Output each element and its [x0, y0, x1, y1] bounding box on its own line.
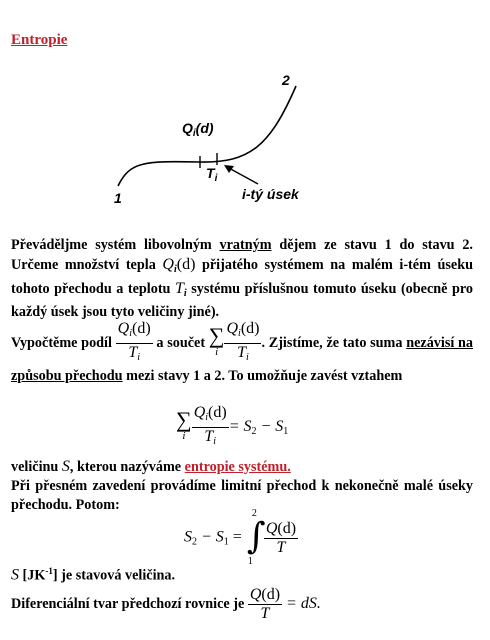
- sum-symbol: ∑ i: [208, 322, 225, 358]
- paragraph-3: veličinu S, kterou nazýváme entropie systému.: [11, 458, 291, 475]
- paragraph-4: Při přesném zavedení provádíme limitní přechod k nekonečně malé úseky přechodu. Potom:: [11, 478, 473, 513]
- temperature-label: $T_i$: [206, 165, 218, 184]
- segment-label: i-tý úsek: [242, 186, 299, 202]
- paragraph-2: Vypočtěme podíl $\frac{Q_i(d)}{T_i}$ a součet ∑ i $\frac{Q_i(d)}{T_i}$ . Zjistíme, že tato suma nezávisí na způsobu přechodu mezi stavy 1 a 2. To umožňuje zavést vztahem: [11, 320, 473, 384]
- fraction-dq-over-t: $\frac{Q(d)}{T}$: [249, 586, 281, 622]
- page-title: Entropie: [11, 32, 68, 48]
- paragraph-5: S $[JK^{-1}]$ je stavová veličina.: [11, 566, 176, 584]
- fraction-q-over-t-sum: $\frac{Q_i(d)}{T_i}$: [226, 320, 260, 363]
- state-2-label: 2: [282, 72, 290, 88]
- paragraph-1: Převáděljme systém libovolným vratným dějem ze stavu 1 do stavu 2. Určeme množství tepla $Q_i(d)$ přijatého systémem na malém i-tém úseku tohoto přechodu a teplotu $T_i$ systému příslušnou tomuto úseku (obecně pro každý úsek jsou tyto veličiny jiné).: [11, 237, 473, 320]
- fraction-q-over-t: $\frac{Q_i(d)}{T_i}$: [117, 320, 151, 363]
- entropy-integral-equation: $S_2 - S_1$ = ∫ 2 1 $\frac{Q(d)}{T}$: [184, 508, 297, 567]
- segment-arrow-shaft: [227, 167, 258, 184]
- paragraph-6: Diferenciální tvar předchozí rovnice je $\frac{Q(d)}{T}$ = dS.: [11, 586, 321, 622]
- integral-symbol: ∫ 2 1: [246, 508, 266, 567]
- process-diagram: [100, 66, 330, 221]
- segment-arrow-head: [224, 165, 234, 173]
- entropy-sum-equation: ∑ i $\frac{Q_i(d)}{T_i}$ = $S_2 - S_1$: [176, 404, 289, 447]
- state-1-label: 1: [114, 190, 122, 206]
- heat-label: $Q_i(d)$: [182, 120, 214, 139]
